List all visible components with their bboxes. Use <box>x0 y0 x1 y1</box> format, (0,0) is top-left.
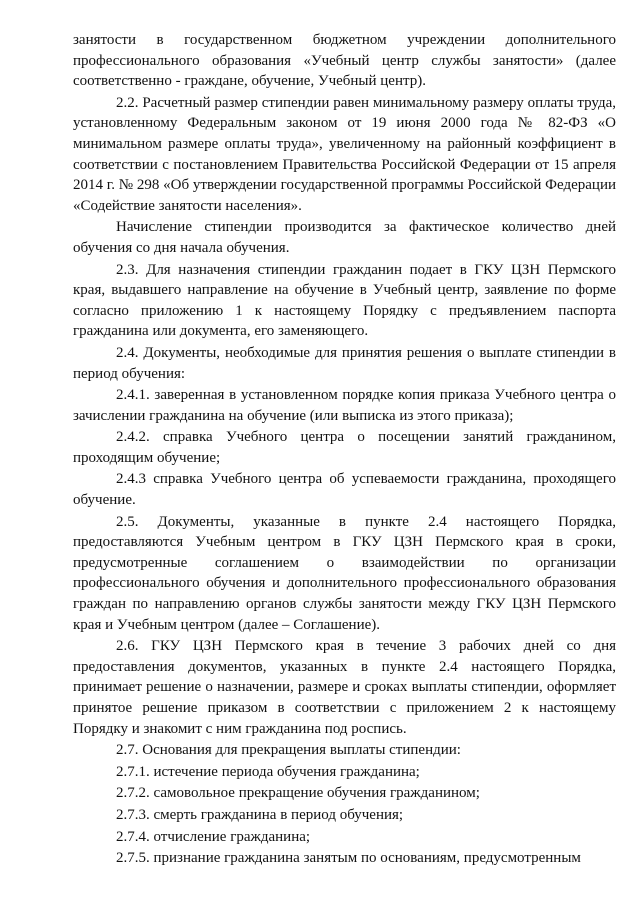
paragraph-2-4-2: 2.4.2. справка Учебного центра о посещении занятий гражданином, проходящим обучение; <box>73 429 616 466</box>
paragraph-2-7: 2.7. Основания для прекращения выплаты стипендии: <box>116 742 461 759</box>
paragraph-2-4-3: 2.4.3 справка Учебного центра об успеваемости гражданина, проходящего обучение. <box>73 471 616 509</box>
paragraph-2-7-2: 2.7.2. самовольное прекращение обучения гражданином; <box>116 785 480 802</box>
paragraph-2-4: 2.4. Документы, необходимые для принятия решения о выплате стипендии в период обучения: <box>73 344 616 382</box>
paragraph-2-7-3: 2.7.3. смерть гражданина в период обучения; <box>116 806 404 823</box>
paragraph-2-4-1: 2.4.1. заверенная в установленном порядке копия приказа Учебного центра о зачислении гражданина на обучение (или выписка из этого приказа); <box>73 387 616 424</box>
paragraph-2-7-4: 2.7.4. отчисление гражданина; <box>116 828 311 845</box>
paragraph-2-2: 2.2. Расчетный размер стипендии равен минимальному размеру оплаты труда, установленному Федеральным законом от 19 июня 2000 года № 82-ФЗ «О минимальном размере оплаты труда», увеличенному на районный коэффициент в соответствии с постановлением Правительства Российской Федерации от 15 апреля 2014 г. № 298 «Об утверждении государственной программы Российской Федерации «Содействие занятости населения». <box>73 94 616 214</box>
document-page <box>73 30 616 870</box>
paragraph-stipend-accrual: Начисление стипендии производится за фактическое количество дней обучения со дня начала обучения. <box>73 219 616 256</box>
paragraph-2-7-5: 2.7.5. признание гражданина занятым по основаниям, предусмотренным <box>116 850 581 867</box>
paragraph-2-3: 2.3. Для назначения стипендии гражданин подает в ГКУ ЦЗН Пермского края, выдавшего направление на обучение в Учебный центр, заявление по форме согласно приложению 1 к настоящему Порядку с предъявлением паспорта гражданина или документа, его заменяющего. <box>73 261 616 340</box>
paragraph-2-7-1: 2.7.1. истечение периода обучения гражданина; <box>116 763 420 780</box>
paragraph-2-5: 2.5. Документы, указанные в пункте 2.4 настоящего Порядка, предоставляются Учебным центром в ГКУ ЦЗН Пермского края в сроки, предусмотренные соглашением о взаимодействии по организации профессионального обучения и дополнительного профессионального образования граждан по направлению органов службы занятости между ГКУ ЦЗН Пермского края и Учебным центром (далее – Соглашение). <box>73 513 616 633</box>
paragraph-2-6: 2.6. ГКУ ЦЗН Пермского края в течение 3 рабочих дней со дня предоставления документов, указанных в пункте 2.4 настоящего Порядка, принимает решение о назначении, размере и сроках выплаты стипендии, оформляет принятое решение приказом в соответствии с приложением 2 к настоящему Порядку и знакомит с ним гражданина под роспись. <box>73 638 616 737</box>
paragraph-continuation: занятости в государственном бюджетном учреждении дополнительного профессионального образования «Учебный центр службы занятости» (далее соответственно - граждане, обучение, Учебный центр). <box>73 32 616 90</box>
